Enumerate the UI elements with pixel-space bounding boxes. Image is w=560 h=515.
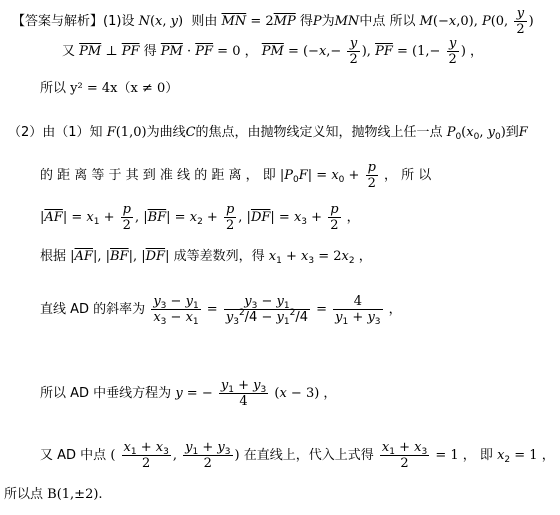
part2-line1: （2）由（1）知 F(1,0)为曲线C的焦点，由抛物线定义知，抛物线上任一点 $P_0(x_0$, $y_0$)到F	[8, 125, 528, 142]
part2-line2: 的 距 离 等 于 其 到 准 线 的 距 离 ， 即 $|P_0F| = x_0$ + $\frac{p}{2}$ ， 所 以	[40, 160, 432, 191]
part2-midpoint: 又 AD 中点 ( $\frac{x_1 + x_3}{2}$ , $\frac{y_1 + y_3}{2}$ ) 在直线上，代入上式得 $\frac{x_1 + x_3}{2}$ = 1 ， 即 $x_2 = 1$ ，	[40, 440, 555, 471]
part2-slope: 直线 AD 的斜率为 $\frac{y_3 - y_1}{x_3 - x_1}$ = $\frac{y_3 - y_1}{y_3^2/4 - y_1^2/4}$ = $\frac{4}{y_1 + y_3}$ ，	[40, 294, 402, 327]
part2-line3: $|\overline{AF}| = x_1$ + $\frac{p}{2}$ , $|\overline{BF}| = x_2$ + $\frac{p}{2}$ , $|\overline{DF}| = x_3$ + $\frac{p}{2}$ ，	[40, 202, 360, 233]
part2-perp: 所以 AD 中垂线方程为 y = − $\frac{y_1 + y_3}{4}$ (x − 3) ，	[40, 378, 337, 409]
part1-conclusion: 所以 y² = 4x（x ≠ 0）	[40, 81, 179, 96]
part1-line1: 【答案与解析】(1)设 N(x, y) 则由 $\overline{MN} = 2\overline{MP}$ 得P为MN中点 所以 M(−x,0), P(0, $\frac{y}{2}$ )	[12, 6, 534, 37]
part1-line2: 又 $\overline{PM}$ ⊥ $\overline{PF}$ 得 $\overline{PM} \cdot \overline{PF} = 0$ ， $\overline{PM} = (-x,-$ $\frac{y}{2}$ ), $\overline{PF} = (1,-$ $\frac{y}{2}$ ) ，	[62, 36, 484, 67]
part2-final: 所以点 B(1,±2).	[4, 487, 103, 502]
part2-line4: 根据 $|\overline{AF}|$, $|\overline{BF}|$, $|\overline{DF}|$ 成等差数列，得 $x_1 + x_3 = 2x_2$ ，	[40, 249, 372, 266]
answer-heading: 【答案与解析】	[12, 14, 104, 29]
